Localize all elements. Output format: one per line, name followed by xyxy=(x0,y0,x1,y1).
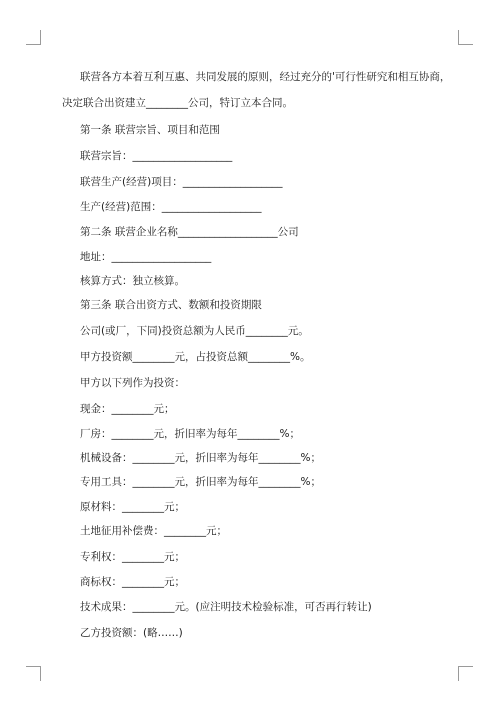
page-corner-mark-bottom-left xyxy=(26,666,41,681)
address-field: 地址：___________________ xyxy=(80,251,212,263)
cash-item: 现金：________元； xyxy=(80,403,175,415)
page-corner-mark-bottom-right xyxy=(458,666,473,681)
special-tools-item: 专用工具：________元，折旧率为每年________%； xyxy=(80,476,321,488)
raw-materials-item: 原材料：________元； xyxy=(80,501,185,513)
land-compensation-item: 土地征用补偿费：________元； xyxy=(80,525,227,537)
article-2-company-name: 第二条 联营企业名称___________________公司 xyxy=(80,226,299,238)
page-corner-mark-top-left xyxy=(26,30,41,45)
intro-paragraph-line-2: 决定联合出资建立________公司，特订立本合同。 xyxy=(62,97,293,109)
article-1-heading: 第一条 联营宗旨、项目和范围 xyxy=(80,124,220,136)
accounting-method: 核算方式：独立核算。 xyxy=(80,275,185,287)
technology-item: 技术成果：________元。(应注明技术检验标准，可否再行转让) xyxy=(80,601,372,613)
trademark-item: 商标权：________元； xyxy=(80,576,185,588)
patent-item: 专利权：________元； xyxy=(80,551,185,563)
party-a-investment-items-heading: 甲方以下列作为投资： xyxy=(80,377,185,389)
party-b-investment: 乙方投资额：(略……) xyxy=(80,627,183,639)
production-project-field: 联营生产(经营)项目：___________________ xyxy=(80,176,283,188)
plant-item: 厂房：________元，折旧率为每年________%； xyxy=(80,428,300,440)
purpose-field: 联营宗旨：___________________ xyxy=(80,150,233,162)
machinery-item: 机械设备：________元，折旧率为每年________%； xyxy=(80,452,321,464)
article-3-heading: 第三条 联合出资方式、数额和投资期限 xyxy=(80,299,262,311)
intro-paragraph-line-1: 联营各方本着互利互惠、共同发展的原则，经过充分的'可行性研究和相互协商， xyxy=(80,71,451,83)
total-investment: 公司(或厂，下同)投资总额为人民币________元。 xyxy=(80,325,309,337)
page-corner-mark-top-right xyxy=(458,30,473,45)
production-scope-field: 生产(经营)范围：___________________ xyxy=(80,201,262,213)
party-a-investment: 甲方投资额________元，占投资总额________%。 xyxy=(80,351,311,363)
